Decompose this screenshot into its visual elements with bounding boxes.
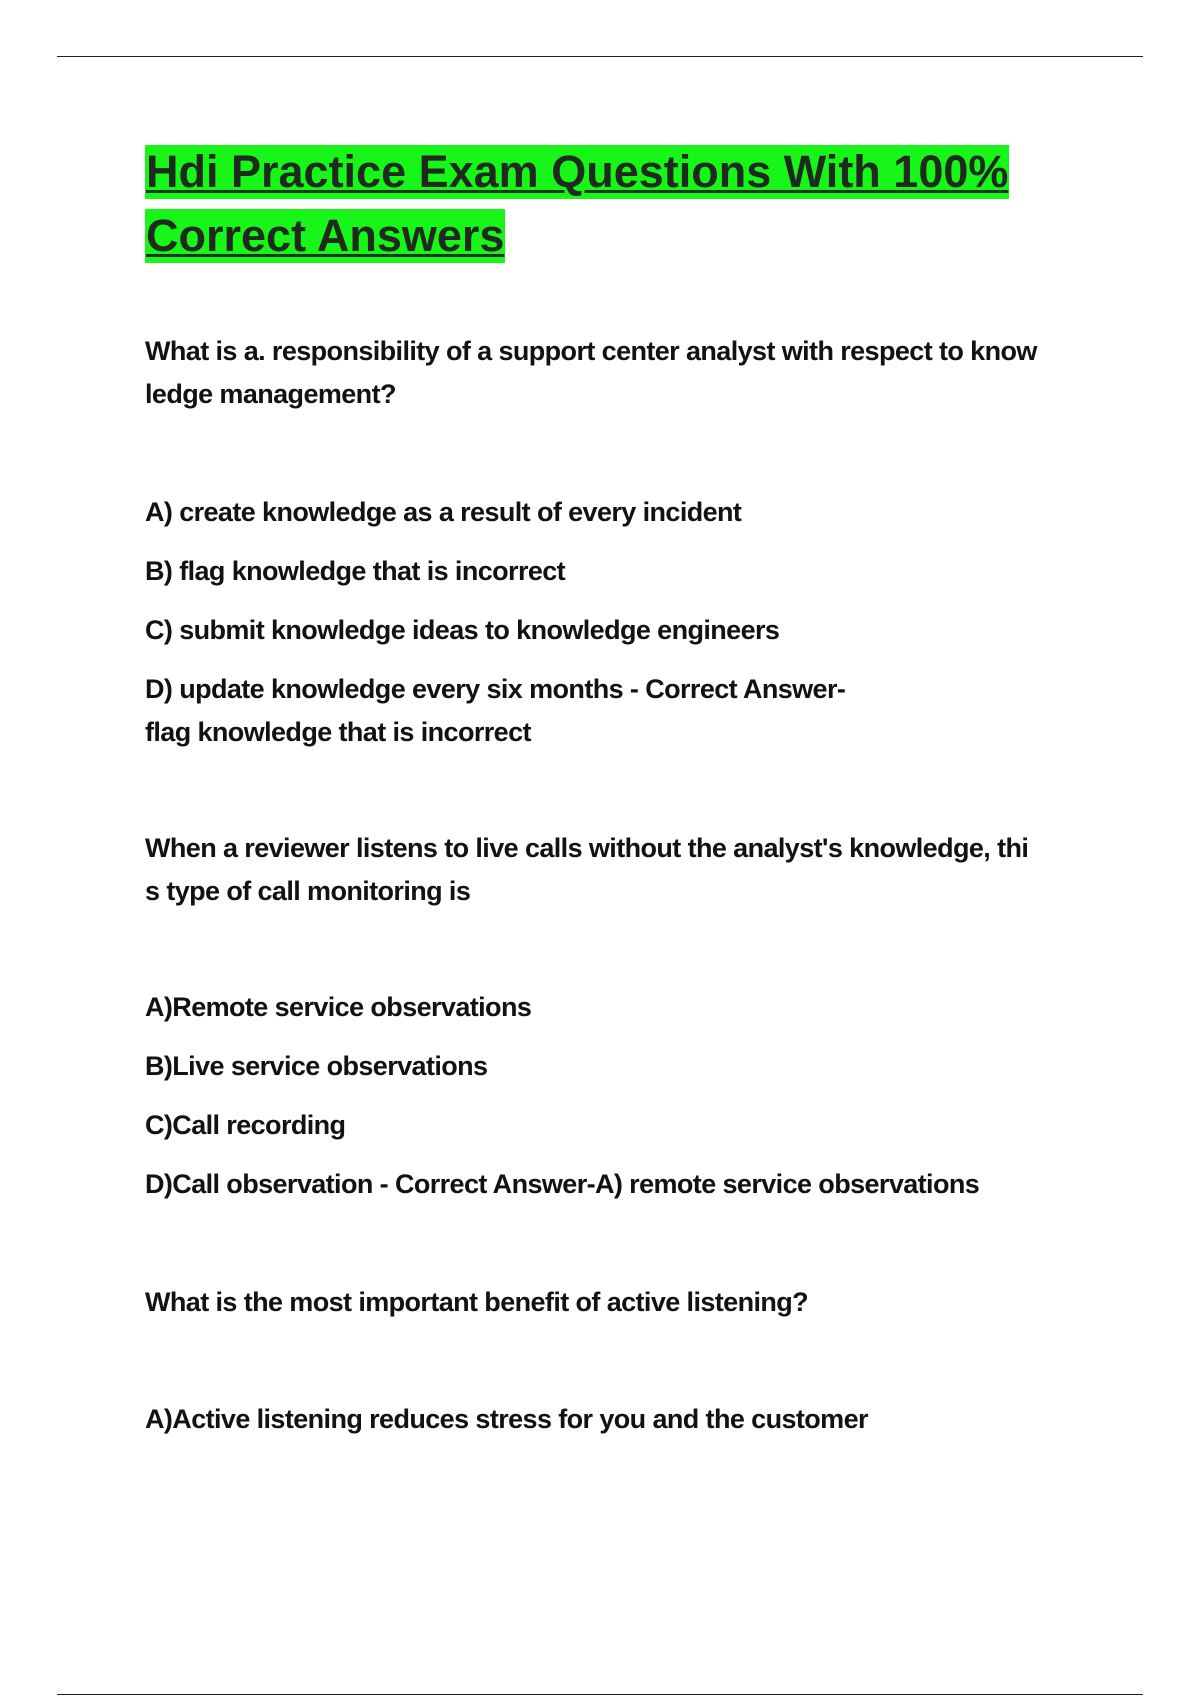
question-1-option-a: A) create knowledge as a result of every incident (145, 497, 742, 527)
question-3-option-a: A)Active listening reduces stress for you and the customer (145, 1404, 868, 1434)
question-3: What is the most important benefit of active listening? (145, 1287, 809, 1317)
title-line-2 (145, 209, 1105, 273)
question-1-option-c: C) submit knowledge ideas to knowledge engineers (145, 615, 780, 645)
footer-rule (57, 1694, 1143, 1695)
question-2-option-b: B)Live service observations (145, 1051, 488, 1081)
question-1-option-b: B) flag knowledge that is incorrect (145, 556, 566, 586)
title-line-1 (145, 145, 1105, 209)
question-2-option-a: A)Remote service observations (145, 992, 532, 1022)
question-1: What is a. responsibility of a support center analyst with respect to know ledge management? (145, 336, 1037, 409)
title-line-1-text: Hdi Practice Exam Questions With 100% (146, 146, 1009, 197)
header-rule (57, 56, 1143, 57)
document-title (145, 145, 1105, 273)
question-1-option-d: D) update knowledge every six months - Correct Answer- flag knowledge that is incorrect (145, 674, 846, 747)
question-2-option-d: D)Call observation - Correct Answer-A) remote service observations (145, 1169, 980, 1199)
question-2-option-c: C)Call recording (145, 1110, 346, 1140)
title-line-2-text: Correct Answers (146, 210, 505, 261)
question-2: When a reviewer listens to live calls without the analyst's knowledge, thi s type of call monitoring is (145, 833, 1029, 906)
